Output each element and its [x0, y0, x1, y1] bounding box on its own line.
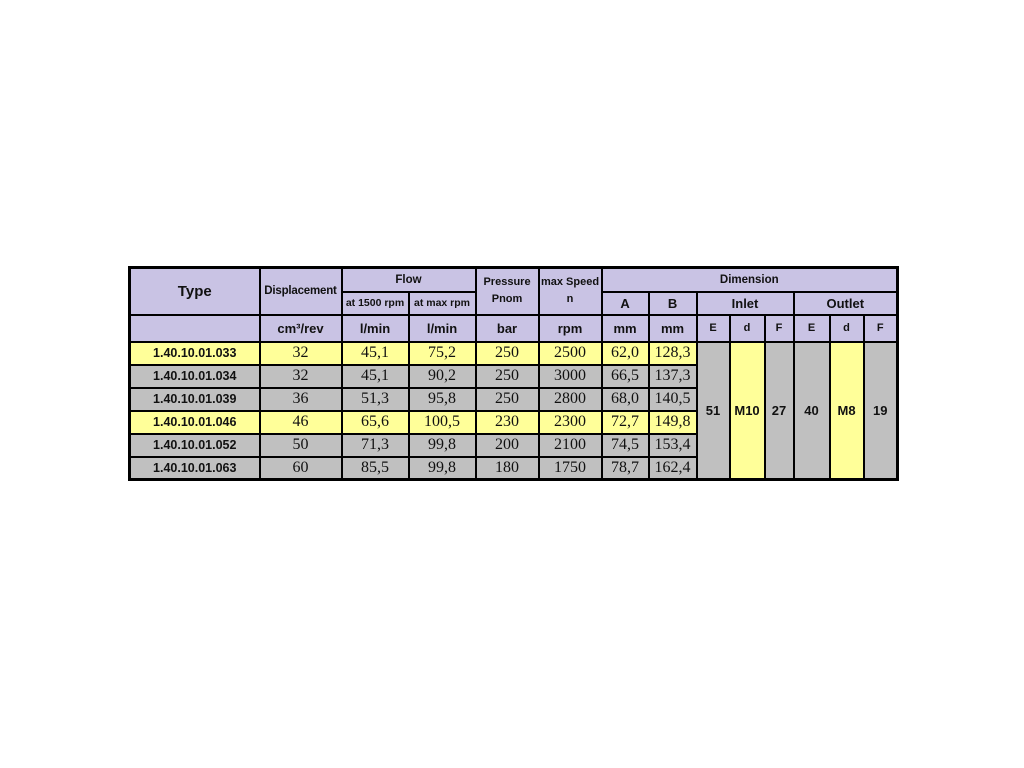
col-header-flow-max: at max rpm [409, 292, 476, 315]
unit-dim-b: mm [649, 315, 697, 342]
speed-cell: 2300 [539, 411, 602, 434]
pump-spec-table [128, 266, 899, 481]
units-row [130, 315, 898, 342]
dim-b-cell: 140,5 [649, 388, 697, 411]
col-header-inlet: Inlet [697, 292, 794, 315]
header-line-max-speed: max Speed [540, 275, 600, 288]
header-row-1 [130, 268, 898, 292]
inlet-f-value: 27 [765, 342, 794, 480]
outlet-f-value: 19 [864, 342, 898, 480]
unit-inlet-f: F [765, 315, 794, 342]
col-header-type: Type [130, 268, 260, 315]
type-cell: 1.40.10.01.034 [130, 365, 260, 388]
type-cell: 1.40.10.01.046 [130, 411, 260, 434]
col-header-max-speed [539, 268, 602, 315]
flow-1500-cell: 51,3 [342, 388, 409, 411]
displacement-cell: 32 [260, 342, 342, 365]
flow-max-cell: 75,2 [409, 342, 476, 365]
dim-a-cell: 68,0 [602, 388, 649, 411]
pressure-cell: 230 [476, 411, 539, 434]
flow-max-cell: 95,8 [409, 388, 476, 411]
speed-cell: 2100 [539, 434, 602, 457]
type-cell: 1.40.10.01.033 [130, 342, 260, 365]
unit-flow-1500: l/min [342, 315, 409, 342]
type-cell: 1.40.10.01.039 [130, 388, 260, 411]
unit-pressure: bar [476, 315, 539, 342]
col-header-pressure [476, 268, 539, 315]
unit-flow-max: l/min [409, 315, 476, 342]
flow-1500-cell: 65,6 [342, 411, 409, 434]
pressure-cell: 250 [476, 342, 539, 365]
dim-a-cell: 74,5 [602, 434, 649, 457]
unit-type-empty [130, 315, 260, 342]
dim-a-cell: 66,5 [602, 365, 649, 388]
header-line-n: n [566, 293, 574, 306]
dim-a-cell: 72,7 [602, 411, 649, 434]
flow-max-cell: 99,8 [409, 457, 476, 480]
unit-speed: rpm [539, 315, 602, 342]
pressure-cell: 200 [476, 434, 539, 457]
inlet-e-value: 51 [697, 342, 730, 480]
speed-cell: 1750 [539, 457, 602, 480]
col-header-displacement: Displacement [260, 268, 342, 315]
dim-b-cell: 162,4 [649, 457, 697, 480]
dim-b-cell: 153,4 [649, 434, 697, 457]
pressure-cell: 250 [476, 388, 539, 411]
unit-dim-a: mm [602, 315, 649, 342]
speed-cell: 2500 [539, 342, 602, 365]
flow-1500-cell: 71,3 [342, 434, 409, 457]
unit-outlet-f: F [864, 315, 898, 342]
dim-b-cell: 149,8 [649, 411, 697, 434]
type-cell: 1.40.10.01.052 [130, 434, 260, 457]
speed-cell: 2800 [539, 388, 602, 411]
displacement-cell: 36 [260, 388, 342, 411]
col-header-dim-b: B [649, 292, 697, 315]
flow-1500-cell: 45,1 [342, 365, 409, 388]
dim-b-cell: 137,3 [649, 365, 697, 388]
flow-max-cell: 100,5 [409, 411, 476, 434]
col-header-flow-1500: at 1500 rpm [342, 292, 409, 315]
dim-a-cell: 78,7 [602, 457, 649, 480]
speed-cell: 3000 [539, 365, 602, 388]
pressure-cell: 180 [476, 457, 539, 480]
dim-b-cell: 128,3 [649, 342, 697, 365]
col-header-dim-a: A [602, 292, 649, 315]
displacement-cell: 46 [260, 411, 342, 434]
displacement-cell: 60 [260, 457, 342, 480]
displacement-cell: 32 [260, 365, 342, 388]
col-header-dimension: Dimension [602, 268, 898, 292]
col-header-outlet: Outlet [794, 292, 898, 315]
header-line-pnom: Pnom [491, 293, 523, 306]
unit-inlet-e: E [697, 315, 730, 342]
flow-max-cell: 90,2 [409, 365, 476, 388]
flow-1500-cell: 85,5 [342, 457, 409, 480]
unit-displacement: cm³/rev [260, 315, 342, 342]
displacement-cell: 50 [260, 434, 342, 457]
type-cell: 1.40.10.01.063 [130, 457, 260, 480]
unit-outlet-d: d [830, 315, 864, 342]
flow-max-cell: 99,8 [409, 434, 476, 457]
flow-1500-cell: 45,1 [342, 342, 409, 365]
col-header-flow: Flow [342, 268, 476, 292]
outlet-e-value: 40 [794, 342, 830, 480]
unit-outlet-e: E [794, 315, 830, 342]
pressure-cell: 250 [476, 365, 539, 388]
outlet-d-value: M8 [830, 342, 864, 480]
table-row [130, 342, 898, 365]
header-line-pressure: Pressure [483, 275, 531, 288]
dim-a-cell: 62,0 [602, 342, 649, 365]
inlet-d-value: M10 [730, 342, 765, 480]
unit-inlet-d: d [730, 315, 765, 342]
